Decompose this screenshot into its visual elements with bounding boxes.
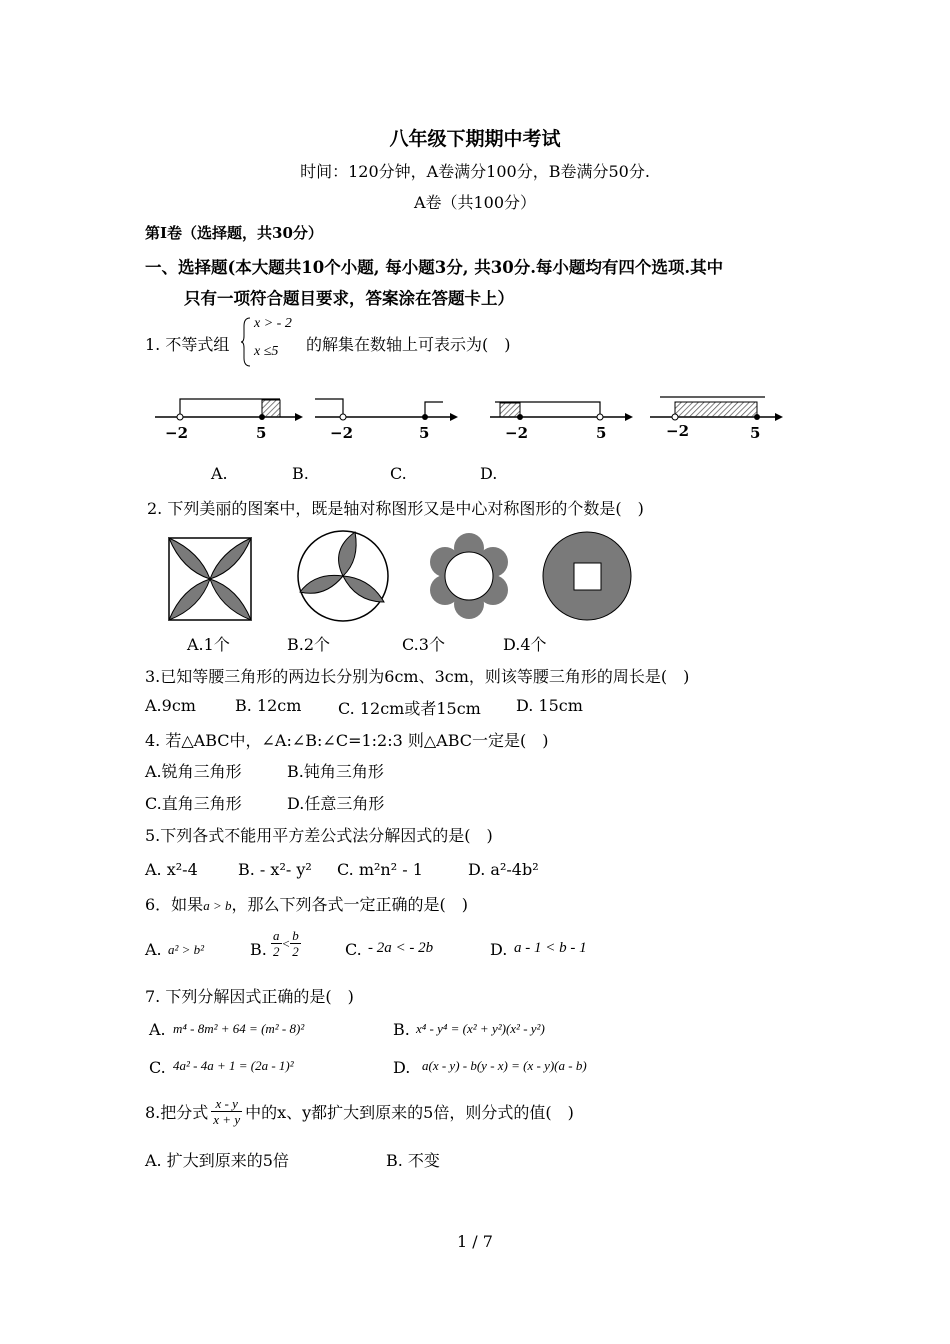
volume-label: A卷（共100分） [413, 193, 537, 212]
tick-label-neg2: −2 [165, 424, 189, 442]
q1-option-b: B. [292, 464, 309, 483]
q1-option-c: C. [390, 464, 407, 483]
instruction-line-2: 只有一项符合题目要求，答案涂在答题卡上） [184, 289, 514, 308]
q5-option-b: B. - x²- y² [238, 860, 312, 879]
q1-number-lines [150, 390, 790, 446]
coin-figure [543, 532, 631, 620]
q6-b-num-2: b [292, 928, 299, 943]
q8-stem [145, 1096, 574, 1127]
q6-stem [145, 892, 468, 915]
tick-label-neg2: −2 [666, 422, 690, 440]
tick-label-neg2: −2 [505, 424, 529, 442]
q6-option-a-label: A. [145, 940, 162, 959]
page-number: 1 / 7 [457, 1232, 493, 1251]
q6-option-b [271, 928, 301, 959]
q7-option-b-label: B. [393, 1020, 410, 1039]
q7-option-d: a(x - y) - b(y - x) = (x - y)(a - b) [422, 1058, 587, 1073]
q7-option-c-label: C. [149, 1058, 166, 1077]
q3-option-b: B. 12cm [235, 696, 302, 715]
q2-option-a: A.1个 [187, 635, 230, 654]
q8-suffix: 中的x、y都扩大到原来的5倍，则分式的值( ) [245, 1103, 574, 1122]
q4-option-d: D.任意三角形 [287, 794, 385, 813]
q5-option-d: D. a²-4b² [468, 860, 539, 879]
q7-option-a: m⁴ - 8m² + 64 = (m² - 8)² [173, 1021, 305, 1036]
tick-label-5: 5 [256, 424, 267, 442]
q6-option-d-label: D. [490, 940, 508, 959]
q6-b-relation: < [281, 936, 291, 951]
tick-label-5: 5 [750, 424, 761, 442]
q5-stem: 5.下列各式不能用平方差公式法分解因式的是( ) [145, 826, 493, 845]
q7-option-b: x⁴ - y⁴ = (x² + y²)(x² - y²) [416, 1021, 545, 1036]
q4-option-a: A.锐角三角形 [145, 762, 242, 781]
page-title: 八年级下期期中考试 [389, 128, 561, 150]
q7-stem: 7. 下列分解因式正确的是( ) [145, 987, 354, 1006]
q8-option-a: A. 扩大到原来的5倍 [145, 1151, 289, 1170]
flower-figure [430, 533, 508, 619]
number-line-d [650, 397, 783, 421]
q6-option-c-label: C. [345, 940, 362, 959]
q8-numerator: x - y [211, 1096, 242, 1112]
q6-option-b-label: B. [250, 940, 267, 959]
number-line-b [315, 399, 458, 421]
q5-option-c: C. m²n² - 1 [337, 860, 423, 879]
q1-inequality-2: x ≤5 [254, 344, 279, 359]
q3-option-c: C. 12cm或者15cm [338, 699, 481, 718]
q3-stem: 3.已知等腰三角形的两边长分别为6cm、3cm，则该等腰三角形的周长是( ) [145, 667, 690, 686]
q3-option-a: A.9cm [145, 696, 196, 715]
q1-brace [240, 316, 252, 368]
q6-option-d: a - 1 < b - 1 [514, 940, 587, 956]
q2-option-b: B.2个 [287, 635, 331, 654]
q6-prefix: 6．如果 [145, 895, 204, 914]
number-line-a [155, 399, 303, 421]
q1-option-a: A. [211, 464, 228, 483]
q7-option-c: 4a² - 4a + 1 = (2a - 1)² [173, 1058, 294, 1073]
section-heading: 第Ⅰ卷（选择题，共30分） [145, 224, 323, 242]
q6-option-a: a² > b² [168, 942, 205, 957]
q4-option-b: B.钝角三角形 [287, 762, 384, 781]
q6-b-num-1: a [273, 928, 280, 943]
q1-suffix: 的解集在数轴上可表示为( ) [306, 335, 511, 354]
tick-label-5: 5 [596, 424, 607, 442]
q6-b-den-1: 2 [273, 944, 280, 959]
q6-option-c: - 2a < - 2b [368, 940, 434, 956]
q4-stem: 4. 若△ABC中，∠A:∠B:∠C=1:2:3 则△ABC一定是( ) [145, 731, 549, 750]
petal-square-figure [169, 538, 251, 620]
q1-inequality-1: x > - 2 [254, 316, 292, 331]
q7-option-d-label: D. [393, 1058, 411, 1077]
number-line-c [490, 402, 633, 421]
three-blade-circle-figure [298, 531, 388, 621]
q8-option-b: B. 不变 [386, 1151, 440, 1170]
q1-prefix: 1. 不等式组 [145, 335, 230, 354]
q2-figures [160, 530, 640, 626]
q8-denominator: x + y [213, 1112, 241, 1127]
instruction-line-1: 一、选择题(本大题共10个小题, 每小题3分, 共30分.每小题均有四个选项.其中 [145, 258, 724, 277]
q2-stem: 2. 下列美丽的图案中，既是轴对称图形又是中心对称图形的个数是( ) [147, 499, 644, 518]
q2-option-d: D.4个 [503, 635, 547, 654]
exam-info: 时间：120分钟，A卷满分100分，B卷满分50分. [300, 162, 650, 181]
q4-option-c: C.直角三角形 [145, 794, 242, 813]
q7-option-a-label: A. [149, 1020, 166, 1039]
q6-b-den-2: 2 [292, 944, 299, 959]
q8-prefix: 8.把分式 [145, 1103, 209, 1122]
q3-option-d: D. 15cm [516, 696, 583, 715]
q6-condition: a > b [203, 898, 232, 913]
q5-option-a: A. x²-4 [145, 860, 198, 879]
q2-option-c: C.3个 [402, 635, 445, 654]
q6-suffix: ，那么下列各式一定正确的是( ) [231, 895, 468, 914]
tick-label-5: 5 [419, 424, 430, 442]
tick-label-neg2: −2 [330, 424, 354, 442]
q1-option-d: D. [480, 464, 498, 483]
